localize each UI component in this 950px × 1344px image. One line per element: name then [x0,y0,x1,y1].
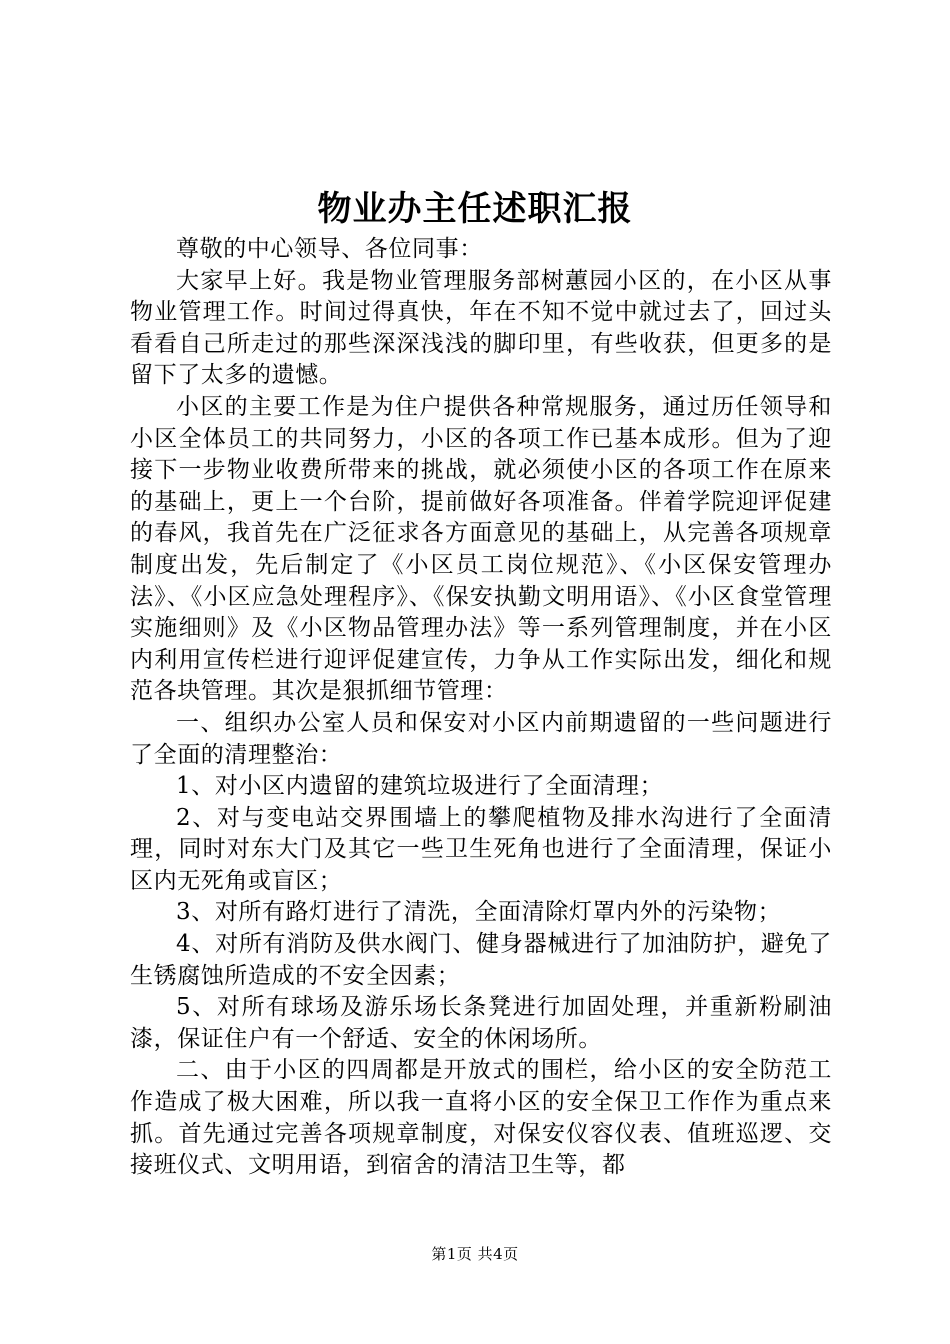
document-body [130,234,832,1182]
paragraph-item-1: 1、对小区内遗留的建筑垃圾进行了全面清理； [176,773,664,800]
page-number-footer: 第1页 共4页 [431,1245,519,1263]
paragraph-salutation: 尊敬的中心领导、各位同事： [176,236,483,262]
document-title: 物业办主任述职汇报 [317,189,633,229]
paragraph-section-two: 二、由于小区的四周都是开放式的围栏，给小区的安全防范工作造成了极大困难，所以我一直将小区的安全保卫工作作为重点来抓。首先通过完善各项规章制度，对保安仪容仪表、值班巡逻、交接班仪式、文明用语，到宿舍的清洁卫生等，都 [130,1057,832,1179]
paragraph-greeting: 大家早上好。我是物业管理服务部树蕙园小区的，在小区从事物业管理工作。时间过得真快，年在不知不觉中就过去了，回过头看看自己所走过的那些深深浅浅的脚印里，有些收获，但更多的是留下了太多的遗憾。 [130,267,832,389]
paragraph-item-5: 5、对所有球场及游乐场长条凳进行加固处理，并重新粉刷油漆，保证住户有一个舒适、安全的休闲场所。 [130,994,832,1052]
paragraph-section-one: 一、组织办公室人员和保安对小区内前期遗留的一些问题进行了全面的清理整治： [130,709,832,768]
paragraph-main-work: 小区的主要工作是为住户提供各种常规服务，通过历任领导和小区全体员工的共同努力，小区的各项工作已基本成形。但为了迎接下一步物业收费所带来的挑战，就必须使小区的各项工作在原来的基础上，更上一个台阶，提前做好各项准备。伴着学院迎评促建的春风，我首先在广泛征求各方面意见的基础上，从完善各项规章制度出发，先后制定了《小区员工岗位规范》、《小区保安管理办法》、《小区应急处理程序》、《保安执勤文明用语》、《小区食堂管理实施细则》及《小区物品管理办法》等一系列管理制度，并在小区内利用宣传栏进行迎评促建宣传，力争从工作实际出发，细化和规范各块管理。其次是狠抓细节管理： [130,393,832,705]
paragraph-item-3: 3、对所有路灯进行了清洗，全面清除灯罩内外的污染物； [176,899,782,926]
paragraph-item-4: 4、对所有消防及供水阀门、健身器械进行了加油防护，避免了生锈腐蚀所造成的不安全因素； [130,931,832,989]
paragraph-item-2: 2、对与变电站交界围墙上的攀爬植物及排水沟进行了全面清理，同时对东大门及其它一些卫生死角也进行了全面清理，保证小区内无死角或盲区； [130,804,832,894]
